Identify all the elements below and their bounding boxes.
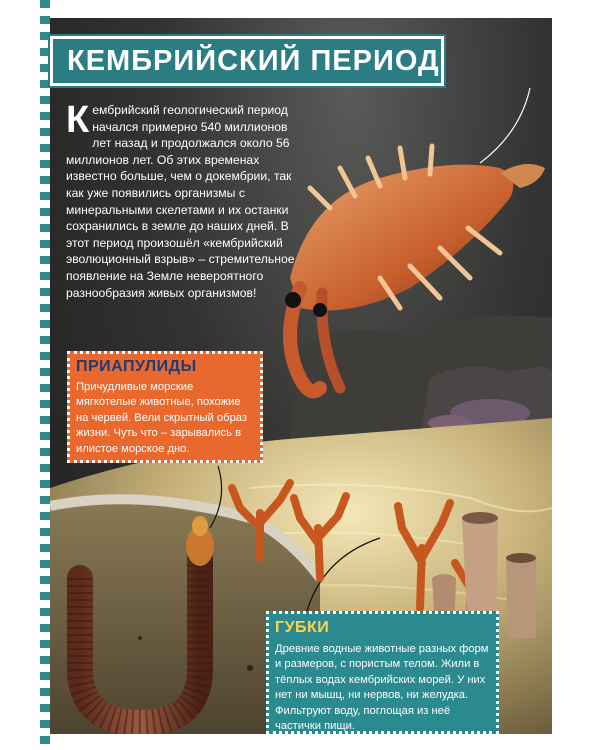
page-title: КЕМБРИЙСКИЙ ПЕРИОД [67, 44, 440, 77]
intro-paragraph [66, 99, 296, 301]
title-banner [50, 36, 444, 86]
drop-cap: К [66, 99, 90, 141]
priapulids-info-box [67, 351, 263, 463]
sponges-text: Древние водные животные разных форм и размеров, с пористым телом. Жили в тёплых водах кембрийских морей. У них нет ни мышц, ни нервов, ни желудка. Фильтруют воду, поглощая из неё частички пищи. [275, 643, 489, 733]
pointer-line-anomalocaris [480, 88, 530, 163]
sponges-title: ГУБКИ [275, 619, 330, 636]
priapulids-title: ПРИАПУЛИДЫ [76, 358, 197, 375]
checkered-border [40, 0, 50, 750]
intro-text: ембрийский геологический период начался примерно 540 миллионов лет назад и продолжался около 56 миллионов лет. Об этих временах известно больше, чем о докембрии, так как уже появились организмы с минеральными скелетами и их останки сохранились в земле до наших дней. В этот период произошёл «кембрийский эволюционный взрыв» – стремительное появление на Земле невероятного разнообразия живых организмов! [66, 103, 295, 300]
priapulids-text: Причудливые морские мягкотелые животные, похожие на червей. Вели скрытный образ жизни. Чуть что – зарывались в илистое морское дно. [76, 381, 248, 455]
sponges-info-box [266, 611, 499, 734]
